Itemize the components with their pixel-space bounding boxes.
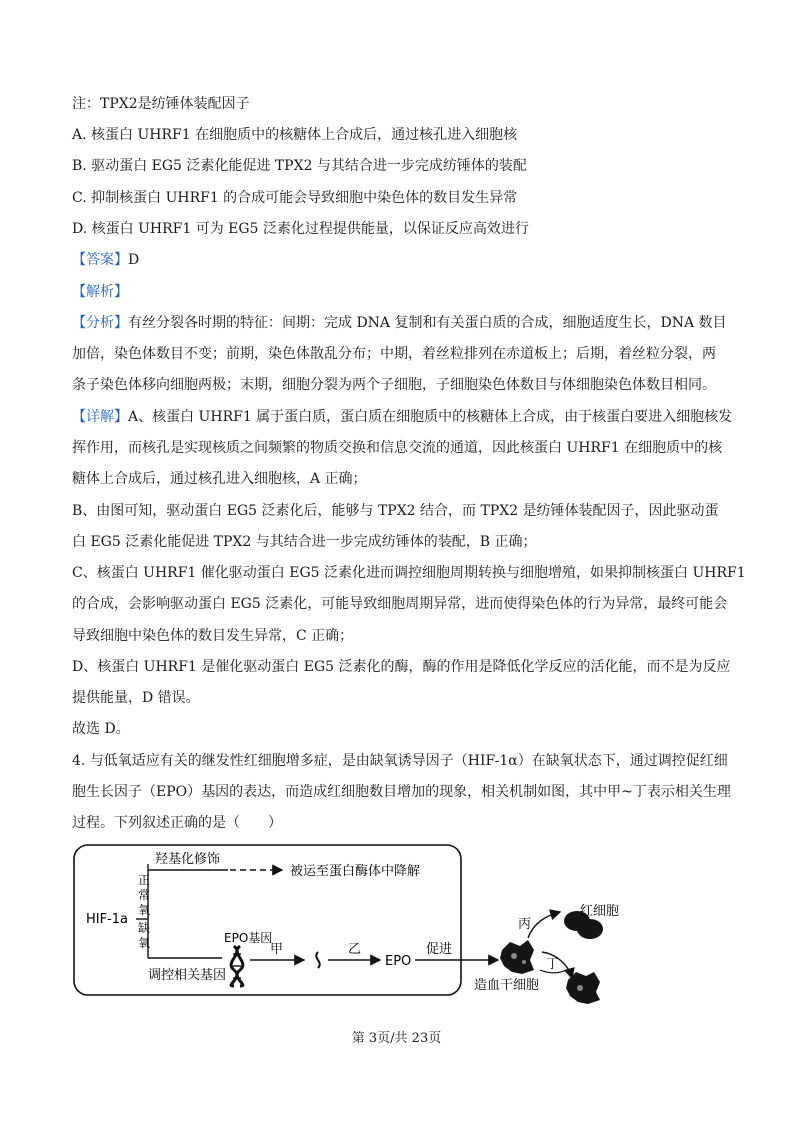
epo-gene-label: EPO基因	[224, 931, 273, 945]
epo-label: EPO	[385, 954, 412, 969]
analysis-text: 条子染色体移向细胞两极；末期，细胞分裂为两个子细胞，子细胞染色体数目与体细胞染色体数目相同。	[72, 377, 716, 393]
analysis-line	[72, 594, 727, 614]
regulate-genes-label: 调控相关基因	[148, 968, 227, 983]
analysis-text: 导致细胞中染色体的数目发生异常，C 正确；	[72, 628, 354, 644]
analysis-line	[72, 657, 731, 677]
analysis-text: 白 EG5 泛素化能促进 TPX2 与其结合进一步完成纺锤体的装配，B 正确；	[72, 534, 537, 550]
option-b: B. 驱动蛋白 EG5 泛素化能促进 TPX2 与其结合进一步完成纺锤体的装配	[72, 158, 527, 174]
process-yi-label: 乙	[348, 942, 362, 957]
option-c: C. 抑制核蛋白 UHRF1 的合成可能会导致细胞中染色体的数目发生异常	[72, 190, 518, 206]
hydroxylation-label: 羟基化修饰	[155, 852, 221, 867]
mechanism-diagram-svg	[72, 842, 732, 1007]
answer-tag: 【答案】	[72, 252, 128, 268]
question-4-line: 胞生长因子（EPO）基因的表达，而造成红细胞数目增加的现象，相关机制如图，其中甲~丁表示相关生理	[72, 784, 731, 800]
option-d: D. 核蛋白 UHRF1 可为 EG5 泛素化过程提供能量，以保证反应高效进行	[72, 221, 529, 237]
process-bing-label: 丙	[518, 917, 532, 932]
differentiation-arrow	[528, 912, 560, 938]
low-oxygen-char: 缺	[138, 921, 151, 935]
analysis-line	[72, 375, 716, 395]
analysis-text: A、核蛋白 UHRF1 属于蛋白质，蛋白质在细胞质中的核糖体上合成，由于核蛋白要进入细胞核发	[128, 409, 733, 425]
process-ding-label: 丁	[546, 957, 560, 972]
analysis-line	[72, 626, 353, 646]
analysis-text: C、核蛋白 UHRF1 催化驱动蛋白 EG5 泛素化进而调控细胞周期转换与细胞增殖，如果抑制核蛋白 UHRF1	[72, 565, 746, 581]
answer-value: D	[128, 252, 140, 268]
stem-cell-icon	[500, 940, 534, 974]
red-cell-label: 红细胞	[580, 904, 620, 919]
process-jia-label: 甲	[270, 942, 284, 957]
option-a: A. 核蛋白 UHRF1 在细胞质中的核糖体上合成后，通过核孔进入细胞核	[72, 127, 518, 143]
analysis-line	[72, 719, 130, 739]
section-tag: 【分析】	[72, 315, 128, 331]
analysis-line	[72, 563, 746, 583]
analysis-text: B、由图可知，驱动蛋白 EG5 泛素化后，能够与 TPX2 结合，而 TPX2 是纺锤体装配因子，因此驱动蛋	[72, 503, 719, 519]
normal-oxygen-char: 常	[138, 888, 151, 902]
analysis-text: D、核蛋白 UHRF1 是催化驱动蛋白 EG5 泛素化的酶，酶的作用是降低化学反应的活化能，而不是为反应	[72, 659, 731, 675]
section-tag: 【详解】	[72, 409, 128, 425]
normal-oxygen-char: 氧	[138, 903, 151, 917]
page-footer: 第 3页/共 23页	[351, 1031, 442, 1046]
normal-oxygen-char: 正	[138, 873, 151, 887]
mechanism-diagram	[72, 842, 732, 1007]
promote-label: 促进	[426, 942, 453, 957]
analysis-line	[72, 501, 719, 521]
low-oxygen-char: 氧	[138, 936, 151, 950]
dna-helix-icon	[231, 946, 243, 986]
answer-line	[72, 250, 139, 270]
analysis-line	[72, 407, 732, 427]
analysis-text: 故选 D。	[72, 721, 130, 737]
analysis-text: 糖体上合成后，通过核孔进入细胞核，A 正确；	[72, 471, 367, 487]
question-4-line: 过程。下列叙述正确的是（ ）	[72, 815, 282, 831]
analysis-text: 挥作用，而核孔是实现核质之间频繁的物质交换和信息交流的通道，因此核蛋白 UHRF1 在细胞质中的核	[72, 440, 723, 456]
analysis-text: 提供能量，D 错误。	[72, 690, 200, 706]
analysis-text: 有丝分裂各时期的特征：间期：完成 DNA 复制和有关蛋白质的合成，细胞适度生长，DNA 数目	[128, 315, 727, 331]
question-4-line: 4. 与低氧适应有关的继发性红细胞增多症，是由缺氧诱导因子（HIF-1α）在缺氧状态下，通过调控促红细	[72, 753, 728, 769]
analysis-text: 加倍，染色体数目不变；前期，染色体散乱分布；中期，着丝粒排列在赤道板上；后期，着丝粒分裂，两	[72, 346, 716, 362]
analysis-line	[72, 688, 200, 708]
figure-note: 注：TPX2是纺锤体装配因子	[72, 96, 250, 112]
analysis-line	[72, 344, 716, 364]
analysis-line	[72, 438, 722, 458]
analysis-line	[72, 313, 727, 333]
mrna-icon	[316, 952, 319, 968]
analysis-heading	[72, 282, 128, 302]
analysis-tag: 【解析】	[72, 284, 128, 300]
analysis-line	[72, 469, 367, 489]
hif-label: HIF-1a	[86, 912, 129, 927]
analysis-text: 的合成，会影响驱动蛋白 EG5 泛素化，可能导致细胞周期异常，进而使得染色体的行为异常，最终可能会	[72, 596, 728, 612]
stem-cell-label: 造血干细胞	[474, 978, 540, 993]
analysis-line	[72, 532, 536, 552]
degradation-label: 被运至蛋白酶体中降解	[290, 864, 421, 879]
